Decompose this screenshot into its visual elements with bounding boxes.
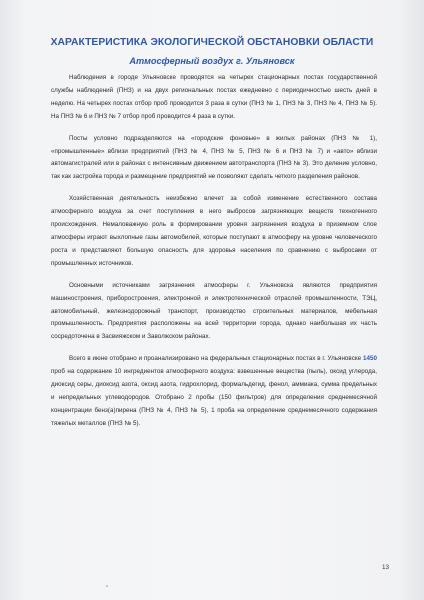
document-body — [51, 72, 377, 431]
scan-speck — [106, 585, 108, 587]
paragraph-monitoring-posts: Наблюдения в городе Ульяновске проводятся на четырех стационарных постах государственной службы наблюдений (ПНЗ) и на двух региональных постах ежедневно с периодичностью шесть дней в неделю. На четырех постах отбор проб проводится 3 раза в сутки (ПНЗ № 1, ПНЗ № 3, ПНЗ № 4, ПНЗ № 5). На ПНЗ № 6 и ПНЗ № 7 отбор проб проводится 4 раза в сутки. — [51, 74, 377, 120]
section-subtitle: Атмосферный воздух г. Ульяновск — [129, 56, 295, 66]
paragraph-economic-activity: Хозяйственная деятельность неизбежно влечет за собой изменение естественного состава атмосферного воздуха за счет поступления в него выбросов загрязняющих веществ техногенного происхождения. Немаловажную роль в формировании уровня загрязнения воздуха в приземном слое атмосферы играют выхлопные газы автомобилей, которые поступают в атмосферу на уровне человеческого роста и представляют большую опасность для здоровья населения по сравнению с выбросами от промышленных источников. — [51, 195, 377, 267]
paragraph-post-types: Посты условно подразделяются на «городские фоновые» в жилых районах (ПНЗ № 1), «промышленные» вблизи предприятий (ПНЗ № 4, ПНЗ № 5, ПНЗ № 6 и ПНЗ № 7) и «авто» вблизи автомагистралей или в районах с интенсивным движением автотранспорта (ПНЗ № 3). Это деление условно, так как застройка города и размещение предприятий не позволяют сделать четкого разделения районов. — [51, 134, 377, 181]
samples-count: 1450 — [363, 355, 377, 363]
page-number: 13 — [382, 564, 390, 571]
paragraph-pollution-sources: Основными источниками загрязнения атмосферы г. Ульяновска являются предприятия машиностроения, приборостроения, электронной и электротехнической отраслей промышленности, ТЭЦ, автомобильный, железнодорожный транспорт, производство строительных материалов, мебельная промышленность. Предприятия расположены на всей территории города, однако наибольшая их часть сосредоточена в Засвияжском и Заволжском районах. — [51, 281, 377, 341]
samples-text-start: Всего в июне отобрано и проанализировано на федеральных стационарных постах в г. Ульяновске — [69, 355, 364, 363]
samples-text-end: проб на содержание 10 ингредиентов атмосферного воздуха: взвешенные вещества (пыль), оксид углерода, диоксид серы, диоксид азота, оксид азота, гидрохлорид, формальдегид, фенол, аммиака, сумма предельных и непредельных углеводородов. Отобрано 2 пробы (150 фильтров) для определения среднемесячной концентрации бенз(а)пирена (ПНЗ № 4, ПНЗ № 5), 1 проба на определение среднемесячного содержания тяжелых металлов (ПНЗ № 5). — [51, 368, 377, 427]
paragraph-samples-june — [51, 353, 377, 430]
page-title: ХАРАКТЕРИСТИКА ЭКОЛОГИЧЕСКОЙ ОБСТАНОВКИ ОБЛАСТИ — [50, 37, 374, 48]
